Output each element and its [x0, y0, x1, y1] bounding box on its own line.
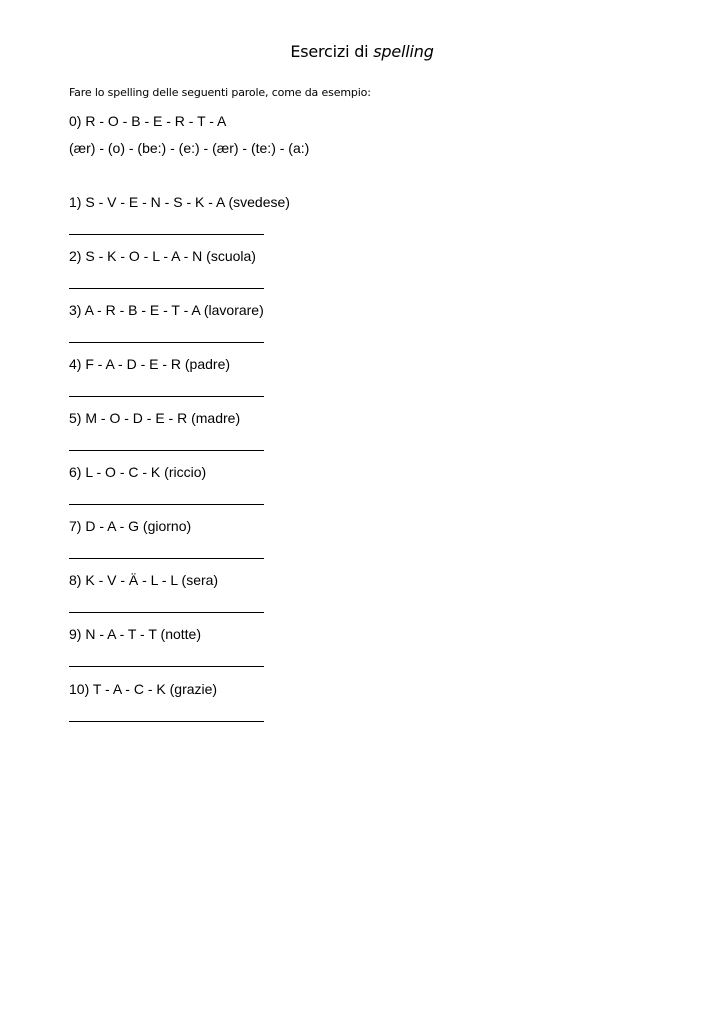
example-letters: 0) R - O - B - E - R - T - A	[69, 113, 227, 129]
answer-blank-8[interactable]	[69, 612, 264, 613]
exercise-8: 8) K - V - Ä - L - L (sera)	[69, 572, 219, 588]
answer-blank-3[interactable]	[69, 342, 264, 343]
exercise-4: 4) F - A - D - E - R (padre)	[69, 356, 231, 372]
example-pronunciation: (ær) - (o) - (be:) - (e:) - (ær) - (te:) - (a:)	[69, 140, 310, 156]
answer-blank-4[interactable]	[69, 396, 264, 397]
instructions-text: Fare lo spelling delle seguenti parole, come da esempio:	[69, 86, 371, 99]
exercise-2: 2) S - K - O - L - A - N (scuola)	[69, 248, 256, 264]
answer-blank-6[interactable]	[69, 504, 264, 505]
title-prefix: Esercizi di	[290, 42, 374, 61]
exercise-10: 10) T - A - C - K (grazie)	[69, 681, 218, 697]
exercise-3: 3) A - R - B - E - T - A (lavorare)	[69, 302, 264, 318]
exercise-1: 1) S - V - E - N - S - K - A (svedese)	[69, 194, 290, 210]
title-italic-word: spelling	[373, 42, 434, 61]
exercise-9: 9) N - A - T - T (notte)	[69, 626, 202, 642]
exercise-7: 7) D - A - G (giorno)	[69, 518, 192, 534]
exercise-5: 5) M - O - D - E - R (madre)	[69, 410, 241, 426]
answer-blank-10[interactable]	[69, 721, 264, 722]
page-title	[0, 42, 724, 61]
answer-blank-9[interactable]	[69, 666, 264, 667]
answer-blank-1[interactable]	[69, 234, 264, 235]
answer-blank-2[interactable]	[69, 288, 264, 289]
exercise-6: 6) L - O - C - K (riccio)	[69, 464, 207, 480]
answer-blank-7[interactable]	[69, 558, 264, 559]
answer-blank-5[interactable]	[69, 450, 264, 451]
